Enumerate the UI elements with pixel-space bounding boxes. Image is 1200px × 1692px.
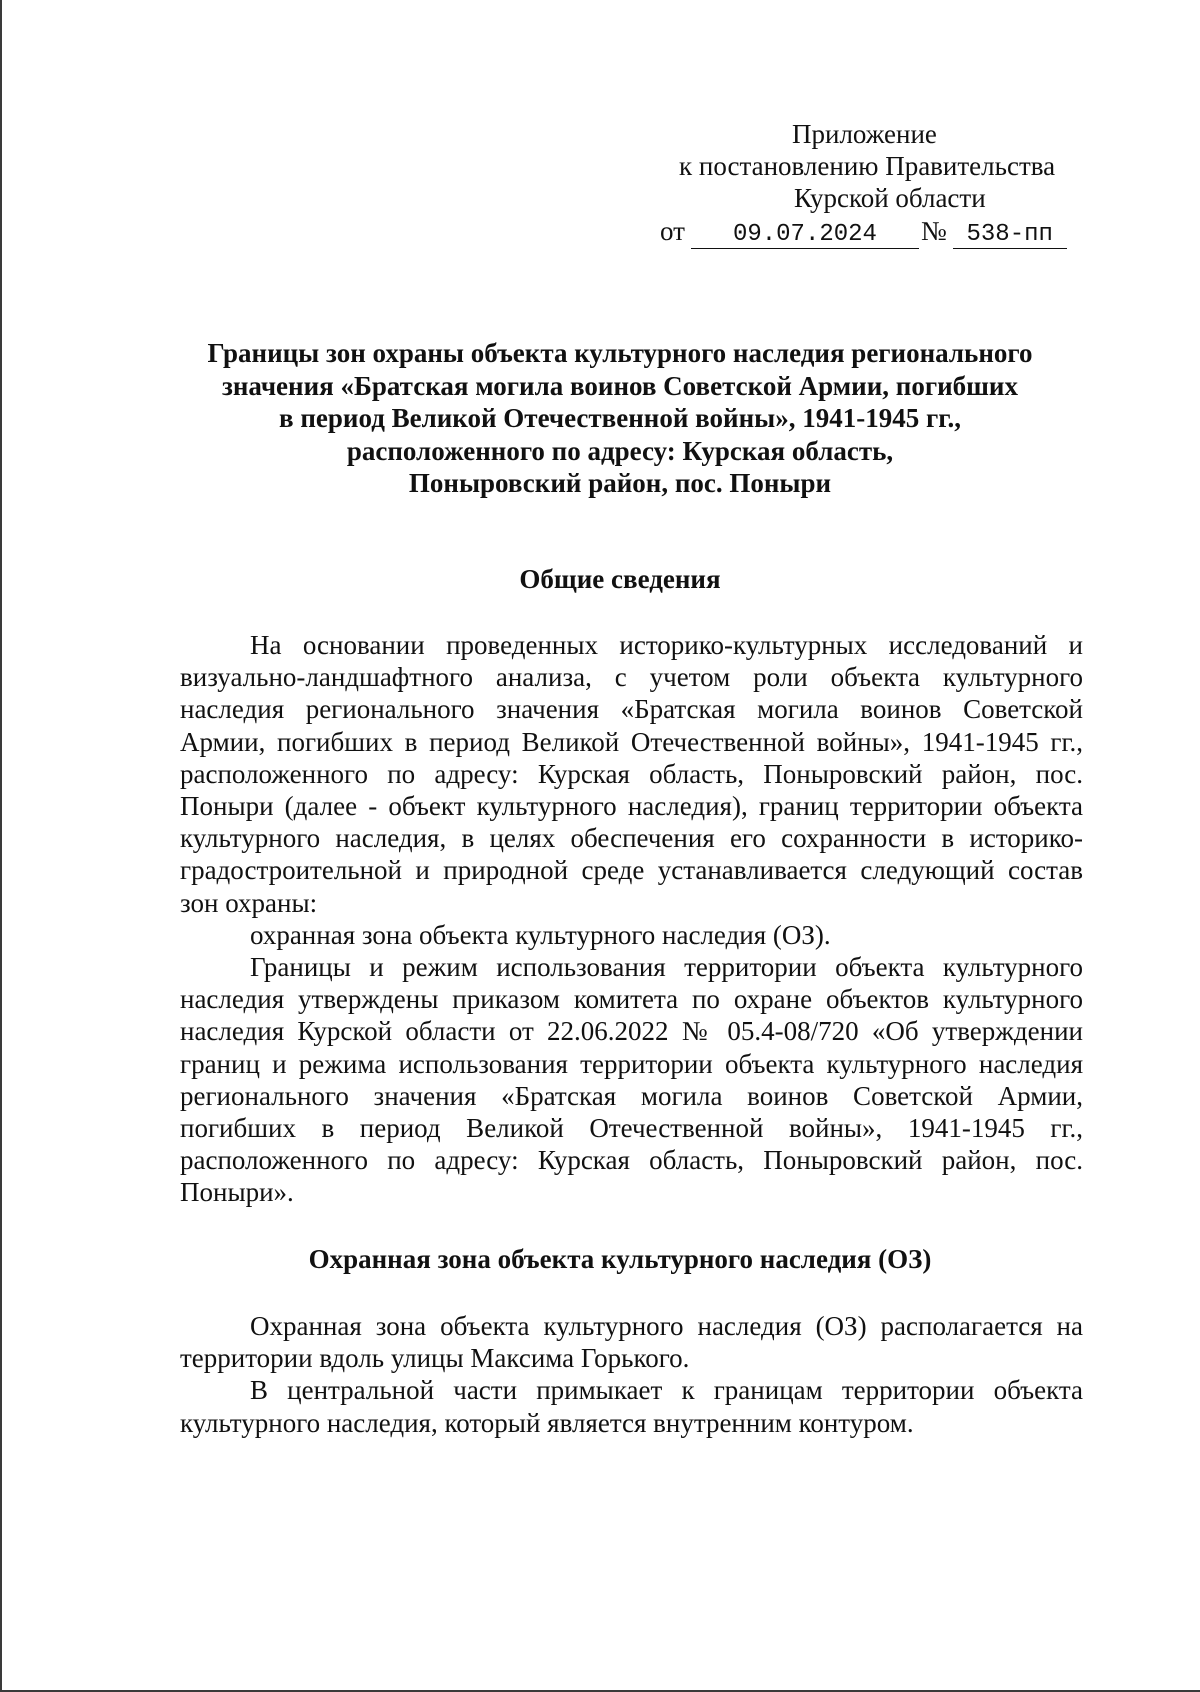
title-line: в период Великой Отечественной войны», 1941-1945 гг.,	[279, 403, 961, 433]
appendix-resolution: к постановлению Правительства	[679, 151, 1056, 181]
resolution-date: 09.07.2024	[691, 222, 919, 249]
scan-edge-left	[0, 0, 2, 1692]
appendix-label: Приложение	[792, 119, 937, 149]
appendix-region: Курской области	[794, 183, 986, 213]
general-info-body	[180, 629, 1083, 1209]
paragraph: охранная зона объекта культурного наследия (ОЗ).	[250, 919, 831, 950]
section-heading-general-info: Общие сведения	[519, 564, 721, 594]
protection-zone-body	[180, 1310, 1083, 1439]
number-label: №	[920, 216, 947, 246]
title-line: Поныровский район, пос. Поныри	[408, 468, 832, 498]
paragraph: На основании проведенных историко-культурных исследований и визуально-ландшафтного анализа, с учетом роли объекта культурного наследия регионального значения «Братская могила воинов Советской Армии, погибших в период Великой Отечественной войны», 1941-1945 гг., расположенного по адресу: Курская область, Поныровский район, пос. Поныри (далее - объект культурного наследия), границ территории объекта культурного наследия, в целях обеспечения его сохранности в историко-градостроительной и природной среде устанавливается следующий состав зон охраны:	[180, 630, 1083, 918]
document-title	[180, 337, 1060, 500]
paragraph: Охранная зона объекта культурного наследия (ОЗ) располагается на территории вдоль улицы Максима Горького.	[180, 1311, 1083, 1374]
date-label: от	[660, 216, 685, 246]
title-line: Границы зон охраны объекта культурного наследия регионального	[207, 338, 1033, 368]
appendix-header	[660, 118, 1080, 249]
title-line: значения «Братская могила воинов Советской Армии, погибших	[222, 370, 1018, 401]
paragraph: Границы и режим использования территории объекта культурного наследия утверждены приказом комитета по охране объектов культурного наследия Курской области от 22.06.2022 № 05.4-08/720 «Об утверждении границ и режима использования территории объекта культурного наследия регионального значения «Братская могила воинов Советской Армии, погибших в период Великой Отечественной войны», 1941-1945 гг., расположенного по адресу: Курская область, Поныровский район, пос. Поныри».	[180, 952, 1083, 1208]
title-line: расположенного по адресу: Курская область,	[346, 435, 894, 466]
appendix-date-number	[660, 215, 1080, 249]
resolution-number: 538-пп	[953, 222, 1067, 249]
section-heading-protection-zone: Охранная зона объекта культурного наследия (ОЗ)	[308, 1244, 932, 1274]
paragraph: В центральной части примыкает к границам территории объекта культурного наследия, который является внутренним контуром.	[180, 1375, 1083, 1438]
